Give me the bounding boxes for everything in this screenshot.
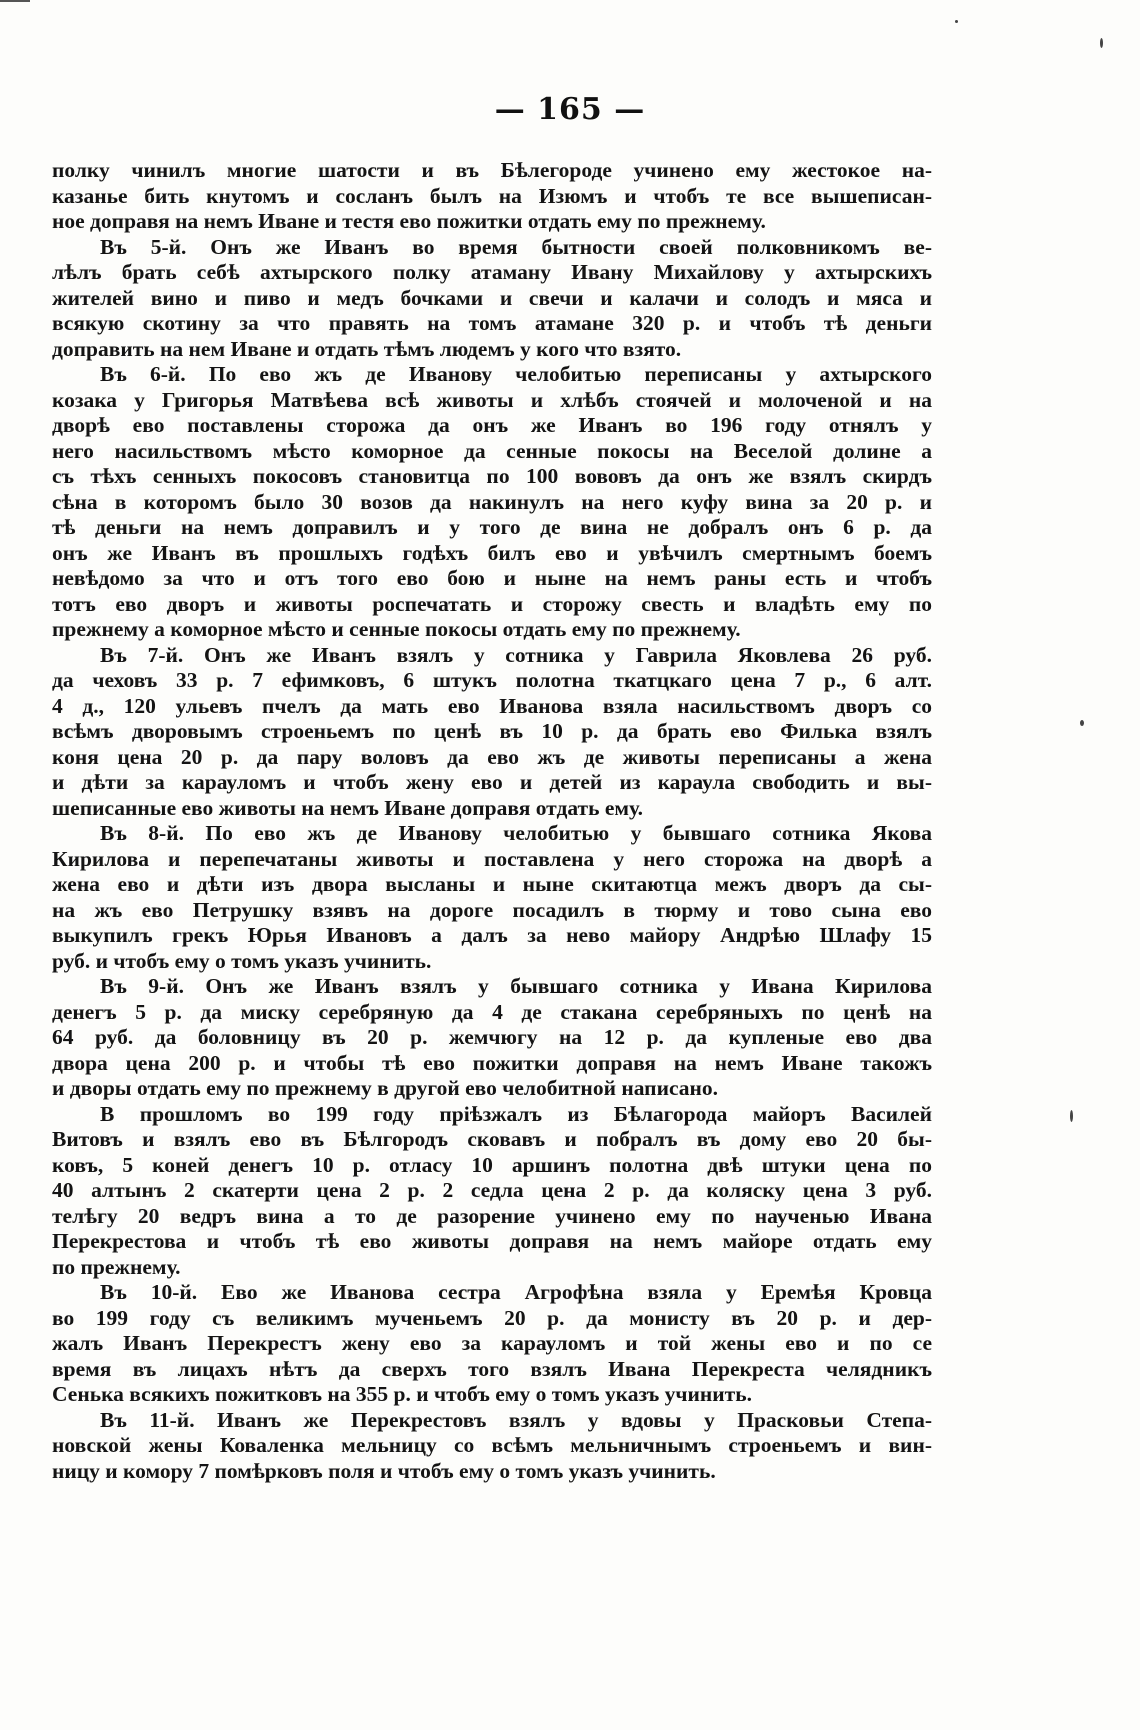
- page-number: — 165 —: [494, 92, 646, 127]
- text-line: 4 д., 120 ульевъ пчелъ да мать ево Иванова взяла насильствомъ дворъ со: [52, 693, 932, 718]
- text-line: и дворы отдать ему по прежнему в другой ево челобитной написано.: [52, 1076, 719, 1100]
- text-line: время въ лицахъ нѣтъ да сверхъ того взялъ Ивана Перекреста челядникъ: [52, 1356, 932, 1381]
- text-line: жена ево и дѣти изъ двора высланы и ныне скитаютца межъ дворъ да сы-: [52, 872, 932, 896]
- text-line: на жъ ево Петрушку взявъ на дороге посадилъ в тюрму и тово сына ево: [52, 897, 932, 922]
- text-line: него насильствомъ мѣсто коморное да сенные покосы на Веселой долине а: [52, 438, 932, 463]
- text-line: казанье бить кнутомъ и сосланъ былъ на Изюмъ и чтобъ те все вышеписан-: [52, 183, 932, 208]
- text-line: руб. и чтобъ ему о томъ указъ учинить.: [52, 948, 432, 973]
- text-line: ницу и комору 7 помѣрковъ поля и чтобъ ему о томъ указъ учинить.: [52, 1458, 716, 1483]
- text-line: 40 алтынъ 2 скатерти цена 2 р. 2 седла цена 2 р. да коляску цена 3 руб.: [52, 1178, 932, 1202]
- text-line: Перекрестова и чтобъ тѣ ево животы доправя на немъ майоре отдать ему: [52, 1229, 932, 1253]
- text-line: и дѣти за карауломъ и чтобъ жену ево и детей из караула свободить и вы-: [52, 770, 932, 794]
- text-line: козака у Григорья Матвѣева всѣ животы и хлѣбъ стоячей и молоченой и на: [52, 387, 932, 412]
- text-line: тѣ деньги на немъ доправилъ и у того де вина не добралъ онъ 6 р. да: [52, 515, 932, 539]
- text-line: шеписанные ево животы на немъ Иване доправя отдать ему.: [52, 795, 643, 820]
- text-line: Витовъ и взялъ ево въ Бѣлгородъ сковавъ и побралъ въ дому ево 20 бы-: [52, 1127, 932, 1151]
- text-line: прежнему а коморное мѣсто и сенные покосы отдать ему по прежнему.: [52, 617, 741, 641]
- text-line: Въ 8-й. По ево жъ де Иванову челобитью у бывшаго сотника Якова: [100, 821, 932, 845]
- text-line: сѣна в которомъ было 30 возов да накинулъ на него куфу вина за 20 р. и: [52, 489, 932, 514]
- scan-edge-mark: [0, 0, 30, 2]
- scan-speck: [1070, 1110, 1073, 1122]
- text-line: доправить на нем Иване и отдать тѣмъ людемъ у кого что взято.: [52, 336, 682, 361]
- text-line: Въ 11-й. Иванъ же Перекрестовъ взялъ у вдовы у Прасковьи Степа-: [100, 1407, 932, 1432]
- text-line: Въ 7-й. Онъ же Иванъ взялъ у сотника у Гаврила Яковлева 26 руб.: [100, 642, 932, 667]
- text-line: Кирилова и перепечатаны животы и поставлена у него сторожа на дворѣ а: [52, 846, 932, 871]
- text-line: ковъ, 5 коней денегъ 10 р. отласу 10 аршинъ полотна двѣ штуки цена по: [52, 1152, 932, 1177]
- text-line: Сенька всякихъ пожитковъ на 355 р. и чтобъ ему о томъ указъ учинить.: [52, 1382, 752, 1406]
- scan-speck: [1100, 38, 1103, 48]
- text-line: во 199 году съ великимъ мученьемъ 20 р. да монисту въ 20 р. и дер-: [52, 1305, 932, 1330]
- text-line: невѣдомо за что и отъ того ево бою и ныне на немъ раны есть и чтобъ: [52, 566, 932, 590]
- text-line: выкупилъ грекъ Юрья Ивановъ а далъ за нево майору Андрѣю Шлафу 15: [52, 923, 932, 947]
- text-line: всѣмъ дворовымъ строеньемъ по ценѣ въ 10 р. да брать ево Филька взялъ: [52, 719, 932, 743]
- text-line: Въ 6-й. По ево жъ де Иванову челобитью переписаны у ахтырского: [100, 362, 932, 386]
- text-line: дворѣ ево поставлены сторожа да онъ же Иванъ во 196 году отнялъ у: [52, 413, 932, 437]
- text-line: жалъ Иванъ Перекрестъ жену ево за карауломъ и той жены ево и по се: [52, 1331, 932, 1355]
- text-line: коня цена 20 р. да пару воловъ да ево жъ де животы переписаны а жена: [52, 744, 932, 769]
- text-line: тотъ ево дворъ и животы роспечатать и сторожу свесть и владѣть ему по: [52, 591, 932, 616]
- text-line: В прошломъ во 199 году прiѣзжалъ из Бѣлагорода майоръ Василей: [100, 1101, 932, 1126]
- text-line: да чеховъ 33 р. 7 ефимковъ, 6 штукъ полотна ткатцкаго цена 7 р., 6 алт.: [52, 668, 932, 692]
- text-line: онъ же Иванъ въ прошлыхъ годѣхъ билъ ево и увѣчилъ смертнымъ боемъ: [52, 540, 932, 565]
- text-line: двора цена 200 р. и чтобы тѣ ево пожитки доправя на немъ Иване такожъ: [52, 1050, 932, 1075]
- text-line: всякую скотину за что правять на томъ атамане 320 р. и чтобъ тѣ деньги: [52, 311, 932, 335]
- text-line: 64 руб. да боловницу въ 20 р. жемчюгу на 12 р. да купленые ево два: [52, 1025, 932, 1049]
- body-text: [52, 158, 932, 1484]
- text-line: Въ 9-й. Онъ же Иванъ взялъ у бывшаго сотника у Ивана Кирилова: [100, 974, 932, 998]
- text-line: съ тѣхъ сенныхъ покосовъ становитца по 100 вововъ да онъ же взялъ скирдъ: [52, 464, 932, 488]
- text-line: Въ 5-й. Онъ же Иванъ во время бытности своей полковникомъ ве-: [100, 234, 932, 259]
- text-line: Въ 10-й. Ево же Иванова сестра Агрофѣна взяла у Еремѣя Кровца: [100, 1280, 932, 1304]
- scan-speck: [1080, 720, 1084, 726]
- text-line: денегъ 5 р. да миску серебряную да 4 де стакана серебряныхъ по ценѣ на: [52, 999, 932, 1024]
- text-line: новской жены Коваленка мельницу со всѣмъ мельничнымъ строеньемъ и вин-: [52, 1433, 932, 1457]
- text-line: полку чинилъ многие шатости и въ Бѣлегороде учинено ему жестокое на-: [52, 158, 932, 182]
- scan-speck: [955, 20, 958, 23]
- text-line: жителей вино и пиво и медъ бочками и свечи и калачи и солодъ и мяса и: [52, 285, 932, 310]
- text-line: по прежнему.: [52, 1254, 181, 1279]
- text-line: ное доправя на немъ Иване и тестя ево пожитки отдать ему по прежнему.: [52, 209, 766, 233]
- text-line: лѣлъ брать себѣ ахтырского полку атаману Ивану Михайлову у ахтырскихъ: [52, 260, 932, 284]
- text-line: телѣгу 20 ведръ вина а то де разорение учинено ему по наученью Ивана: [52, 1203, 932, 1228]
